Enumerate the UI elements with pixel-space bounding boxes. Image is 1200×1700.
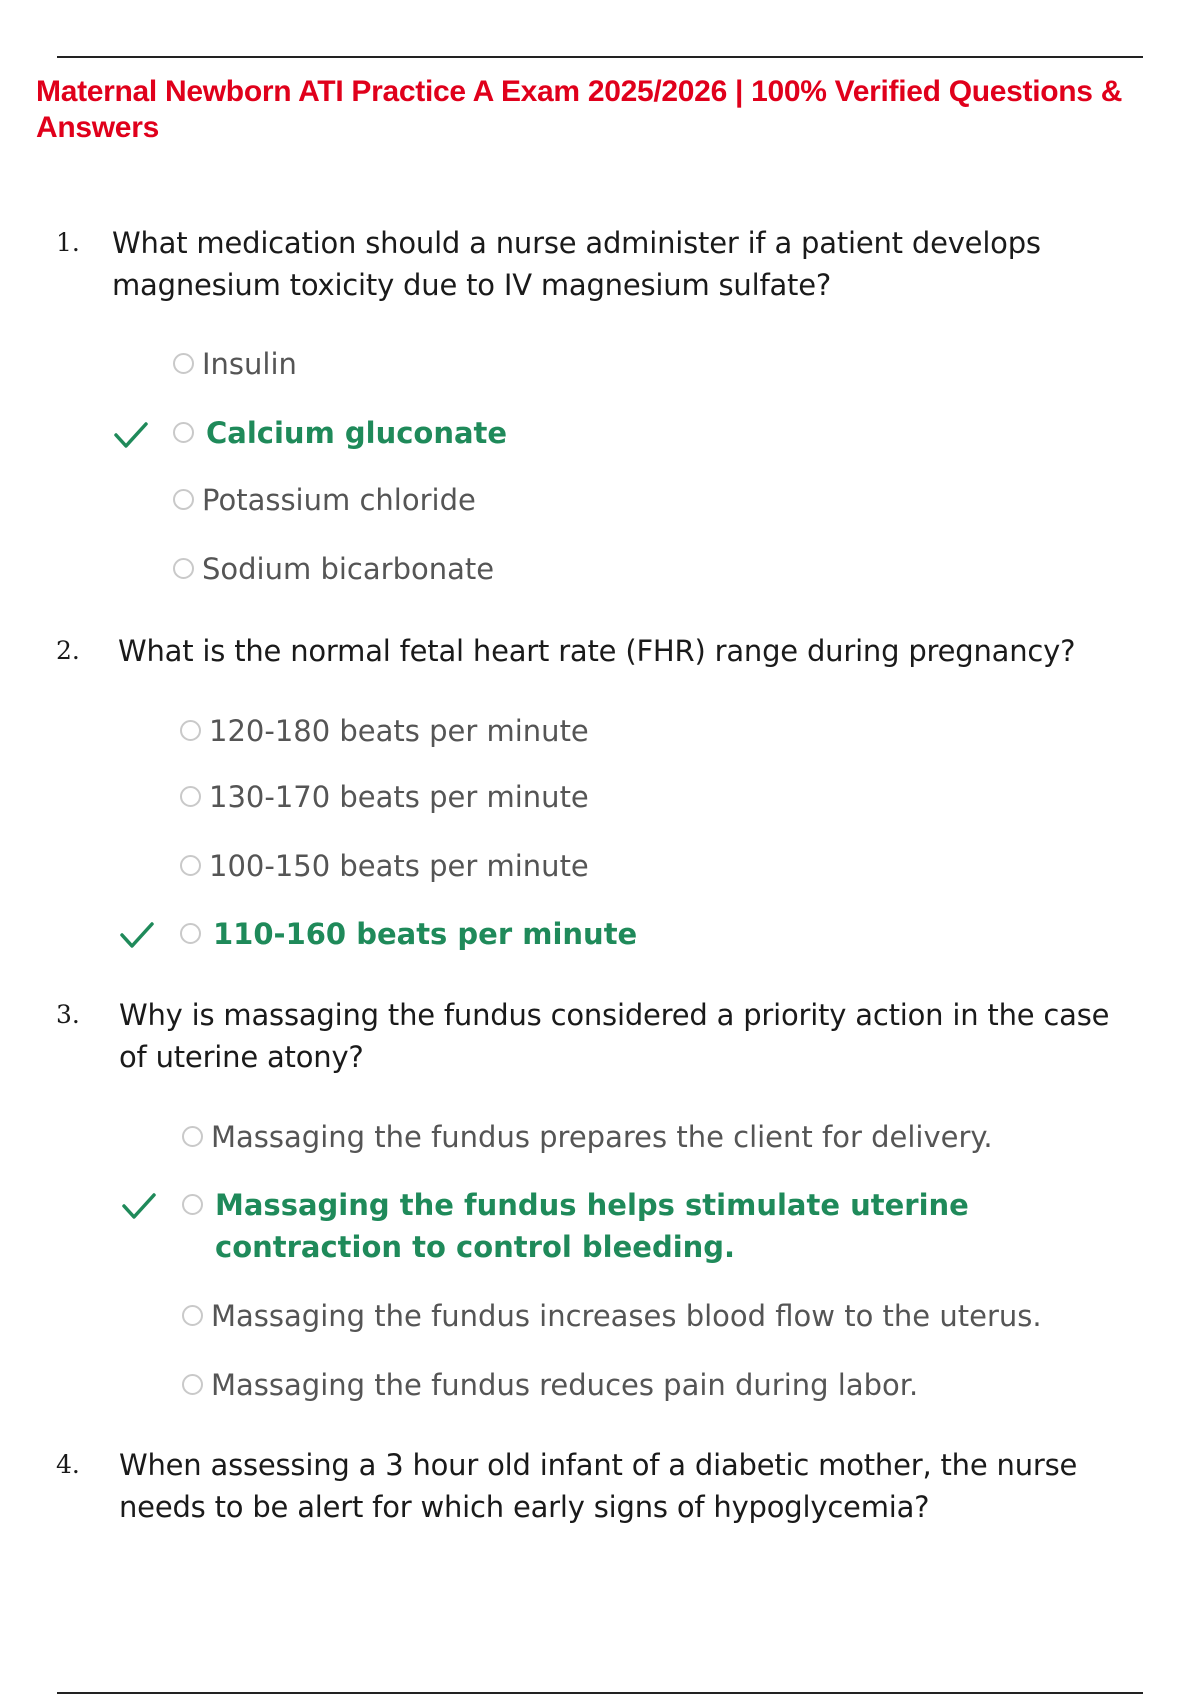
radio-icon[interactable]: [180, 855, 201, 876]
checkmark-icon: [119, 920, 155, 950]
q1-option-1[interactable]: [173, 343, 297, 385]
checkmark-path: [124, 1195, 154, 1217]
radio-icon[interactable]: [180, 786, 201, 807]
radio-icon[interactable]: [173, 353, 194, 374]
question-1-text: What medication should a nurse administer if a patient develops magnesium toxicity due to IV magnesium sulfate?: [112, 226, 1041, 302]
radio-icon[interactable]: [182, 1126, 203, 1147]
top-rule: [57, 56, 1143, 58]
checkmark-path: [116, 424, 146, 446]
checkmark-icon: [121, 1191, 157, 1221]
option-label: Potassium chloride: [202, 483, 476, 517]
q2-option-4-correct[interactable]: [180, 913, 637, 955]
radio-icon[interactable]: [182, 1305, 203, 1326]
option-label: Calcium gluconate: [206, 416, 508, 450]
q3-option-3[interactable]: [182, 1295, 1042, 1337]
q3-option-4[interactable]: [182, 1364, 918, 1406]
question-4-text: When assessing a 3 hour old infant of a diabetic mother, the nurse needs to be alert for which early signs of hypoglycemia?: [119, 1448, 1078, 1524]
option-label: 130-170 beats per minute: [209, 780, 589, 814]
radio-icon[interactable]: [182, 1194, 203, 1215]
option-label: 110-160 beats per minute: [213, 917, 638, 951]
option-label: 100-150 beats per minute: [209, 849, 589, 883]
radio-icon[interactable]: [182, 1374, 203, 1395]
question-3-number: 3.: [56, 1000, 80, 1029]
question-1-number: 1.: [56, 228, 80, 257]
radio-icon[interactable]: [173, 422, 194, 443]
question-3-text: Why is massaging the fundus considered a priority action in the case of uterine atony?: [119, 998, 1110, 1074]
option-label: Insulin: [202, 347, 297, 381]
bottom-rule: [57, 1692, 1143, 1694]
q3-option-2-correct[interactable]: [182, 1184, 1102, 1268]
question-2-text: What is the normal fetal heart rate (FHR) range during pregnancy?: [118, 634, 1076, 668]
question-2-number: 2.: [56, 636, 80, 665]
option-label: Sodium bicarbonate: [202, 552, 495, 586]
option-label: Massaging the fundus reduces pain during labor.: [211, 1368, 919, 1402]
radio-icon[interactable]: [173, 558, 194, 579]
document-title: Maternal Newborn ATI Practice A Exam 2025/2026 | 100% Verified Questions & Answers: [36, 75, 1123, 144]
radio-icon[interactable]: [180, 923, 201, 944]
q2-option-2[interactable]: [180, 776, 589, 818]
radio-icon[interactable]: [180, 720, 201, 741]
q2-option-1[interactable]: [180, 710, 589, 752]
checkmark-path: [122, 924, 152, 946]
option-label: 120-180 beats per minute: [209, 714, 589, 748]
checkmark-icon: [113, 420, 149, 450]
q2-option-3[interactable]: [180, 845, 589, 887]
radio-icon[interactable]: [173, 489, 194, 510]
q1-option-4[interactable]: [173, 548, 494, 590]
q1-option-2-correct[interactable]: [173, 412, 507, 454]
question-4-number: 4.: [56, 1450, 80, 1479]
option-label: Massaging the fundus helps stimulate uterine contraction to control bleeding.: [215, 1188, 969, 1264]
q3-option-1[interactable]: [182, 1116, 993, 1158]
option-label: Massaging the fundus prepares the client for delivery.: [211, 1120, 993, 1154]
q1-option-3[interactable]: [173, 479, 476, 521]
option-label: Massaging the fundus increases blood flow to the uterus.: [211, 1299, 1042, 1333]
